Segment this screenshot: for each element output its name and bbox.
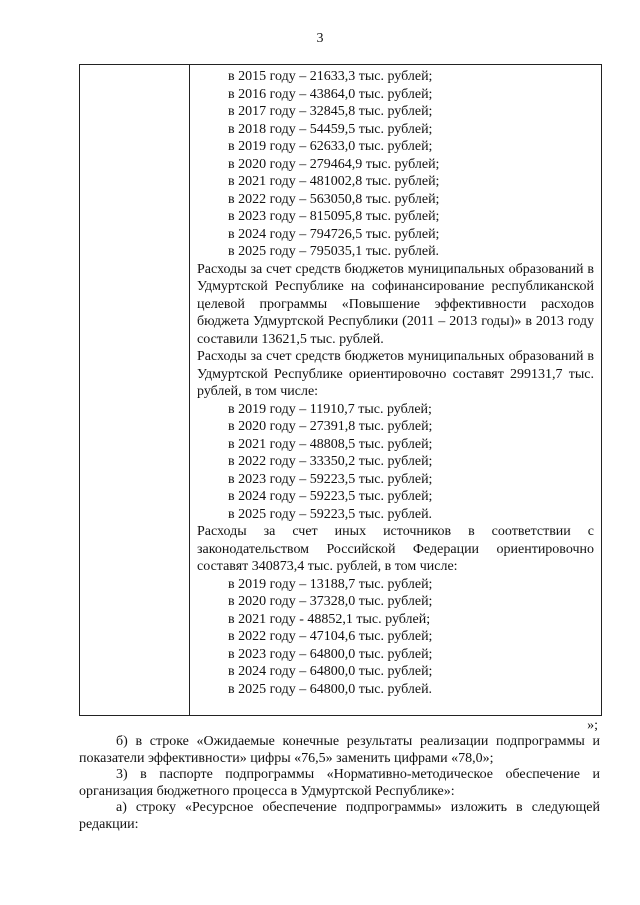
page-number: 3 [316,31,324,46]
year-line: в 2020 году – 279464,9 тыс. рублей; [228,156,440,172]
paragraph-3: 3) в паспорте подпрограммы «Нормативно-методическое обеспечение и организация бюджетного процесса в Удмуртской Республике»: [79,767,600,799]
year-line: в 2022 году – 33350,2 тыс. рублей; [228,454,433,469]
year-line: в 2024 году – 64800,0 тыс. рублей; [228,664,433,679]
year-line: в 2018 году – 54459,5 тыс. рублей; [228,121,433,137]
year-line: в 2024 году – 59223,5 тыс. рублей; [228,489,433,504]
paragraph-b: б) в строке «Ожидаемые конечные результаты реализации подпрограммы и показатели эффективности» цифры «76,5» заменить цифрами «78,0»; [79,734,600,766]
year-line: в 2021 году – 48808,5 тыс. рублей; [228,436,433,452]
year-list-other [197,576,594,699]
amendment-text [79,734,600,833]
year-line: в 2019 году – 13188,7 тыс. рублей; [228,576,433,592]
table-right-cell [197,68,594,698]
year-line: в 2019 году – 11910,7 тыс. рублей; [228,401,432,417]
year-line: в 2021 году – 481002,8 тыс. рублей; [228,174,440,189]
municipal-cofinancing-paragraph: Расходы за счет средств бюджетов муниципальных образований в Удмуртской Республике на софинансирование республиканской целевой программы «Повышение эффективности расходов бюджета Удмуртской Республики (2011 – 2013 годы)» в 2013 году составили 13621,5 тыс. рублей. [197,261,594,347]
year-line: в 2025 году – 795035,1 тыс. рублей. [228,244,440,259]
year-line: в 2022 году – 47104,6 тыс. рублей; [228,629,433,644]
year-line: в 2025 году – 59223,5 тыс. рублей. [228,506,433,522]
year-line: в 2020 году – 27391,8 тыс. рублей; [228,419,433,434]
year-line: в 2017 году – 32845,8 тыс. рублей; [228,104,433,119]
year-line: в 2023 году – 64800,0 тыс. рублей; [228,646,433,662]
passport-table [79,64,602,716]
year-line: в 2024 году – 794726,5 тыс. рублей; [228,226,440,242]
year-list-municipal [197,401,594,524]
municipal-expenses-paragraph: Расходы за счет средств бюджетов муниципальных образований в Удмуртской Республике ориентировочно составят 299131,7 тыс. рублей, в том числе: [197,349,594,399]
year-line: в 2015 году – 21633,3 тыс. рублей; [228,69,433,84]
year-list-total [197,68,594,261]
year-line: в 2022 году – 563050,8 тыс. рублей; [228,191,440,207]
year-line: в 2023 году – 59223,5 тыс. рублей; [228,471,433,487]
year-line: в 2019 году – 62633,0 тыс. рублей; [228,139,433,154]
year-line: в 2020 году – 37328,0 тыс. рублей; [228,594,433,609]
year-line: в 2023 году – 815095,8 тыс. рублей; [228,209,440,224]
table-left-cell [80,65,190,715]
year-line: в 2016 году – 43864,0 тыс. рублей; [228,86,433,102]
year-line: в 2025 году – 64800,0 тыс. рублей. [228,681,433,697]
closing-quote-mark: »; [587,718,598,733]
paragraph-a: а) строку «Ресурсное обеспечение подпрограммы» изложить в следующей редакции: [79,800,600,832]
year-line: в 2021 году - 48852,1 тыс. рублей; [228,611,431,627]
other-sources-paragraph: Расходы за счет иных источников в соответствии с законодательством Российской Федерации ориентировочно составят 340873,4 тыс. рублей, в том числе: [197,524,594,574]
